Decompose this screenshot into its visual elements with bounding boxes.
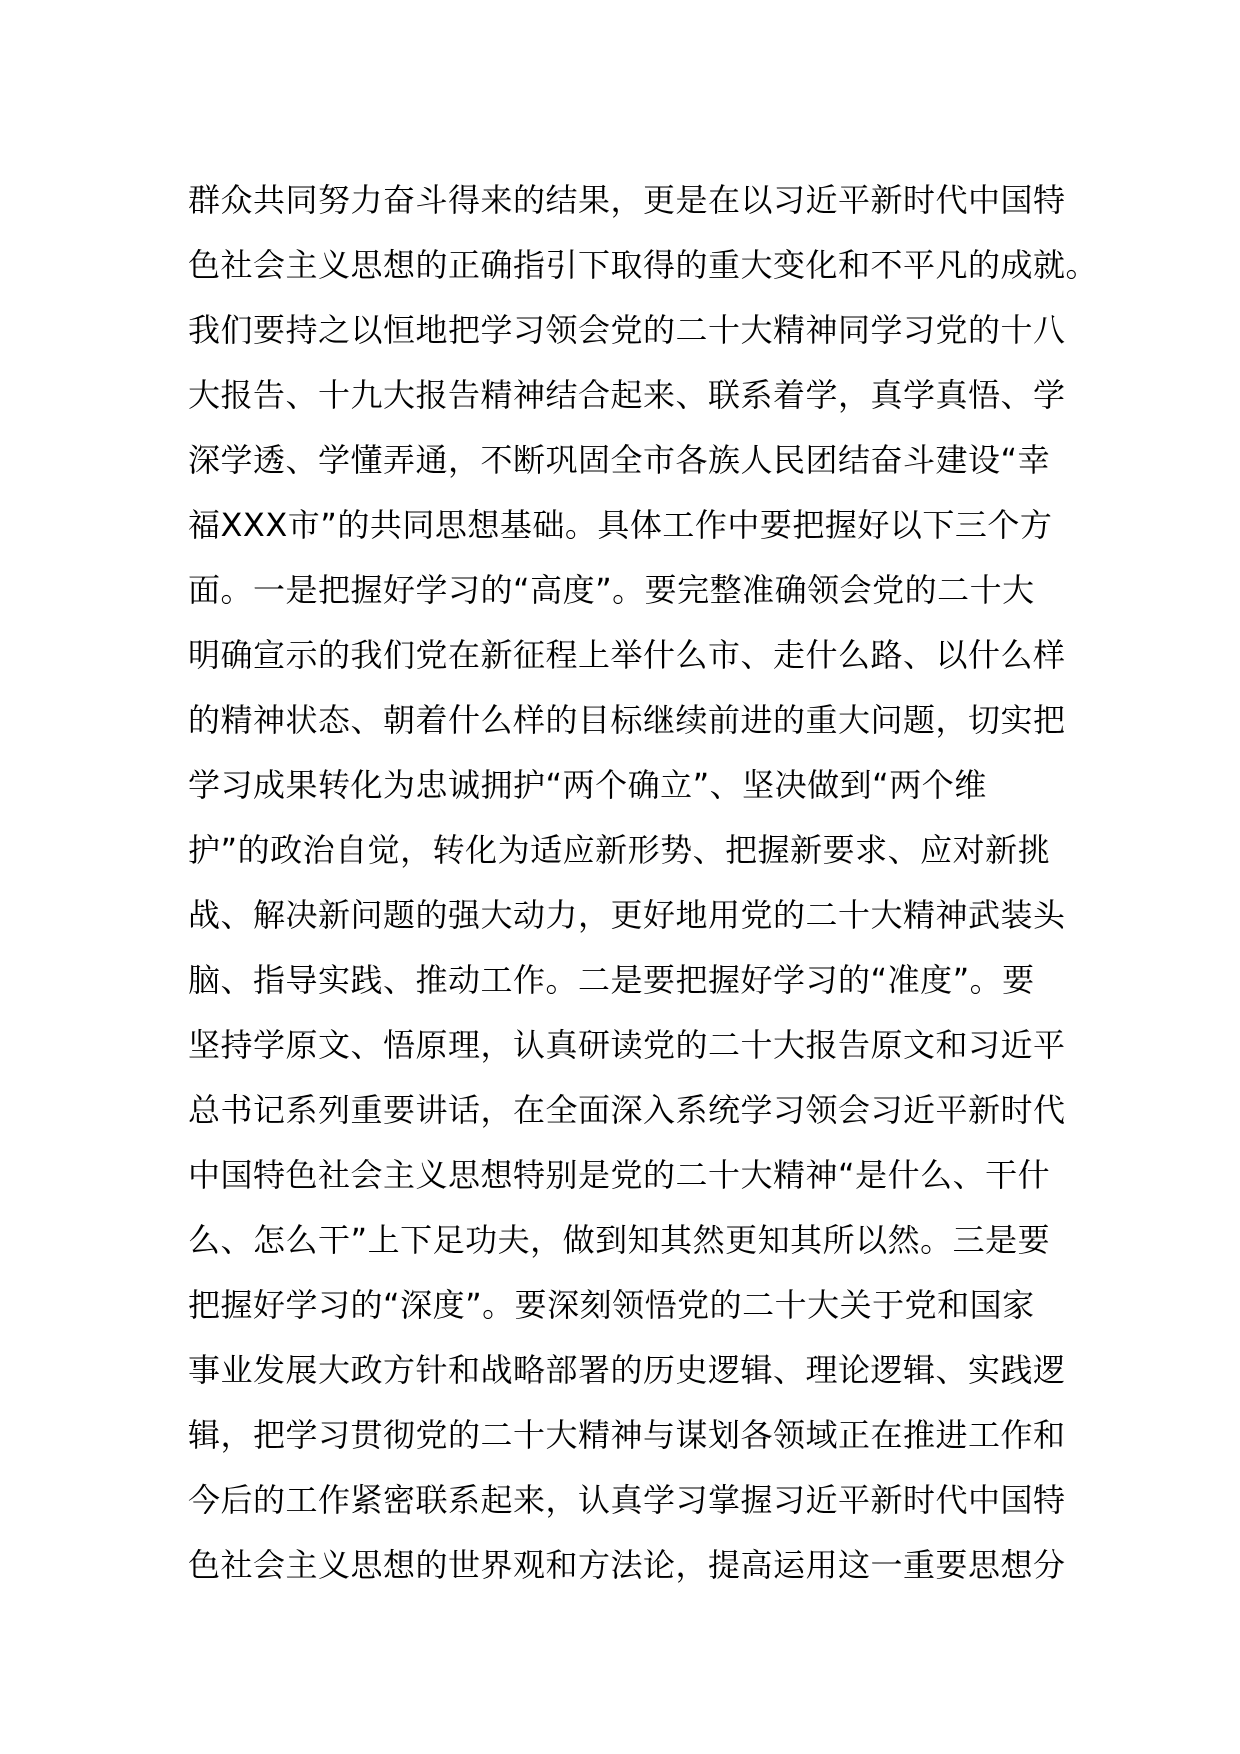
text-line: 今后的工作紧密联系起来，认真学习掌握习近平新时代中国特 [188,1481,1066,1519]
text-line: 学习成果转化为忠诚拥护“两个确立”、坚决做到“两个维 [188,766,987,804]
text-line: 护”的政治自觉，转化为适应新形势、把握新要求、应对新挑 [188,831,1051,869]
body-paragraph [188,168,1099,1598]
text-line: 面。一是把握好学习的“高度”。要完整准确领会党的二十大 [188,571,1035,609]
text-line: 深学透、学懂弄通，不断巩固全市各族人民团结奋斗建设“幸 [188,441,1051,479]
text-line: 总书记系列重要讲话，在全面深入系统学习领会习近平新时代 [188,1091,1066,1129]
text-line: 色社会主义思想的世界观和方法论，提高运用这一重要思想分 [188,1546,1066,1584]
text-line: 事业发展大政方针和战略部署的历史逻辑、理论逻辑、实践逻 [188,1351,1066,1389]
text-line: 色社会主义思想的正确指引下取得的重大变化和不平凡的成就。 [188,246,1099,284]
text-line: 么、怎么干”上下足功夫，做到知其然更知其所以然。三是要 [188,1221,1051,1259]
text-line: 大报告、十九大报告精神结合起来、联系着学，真学真悟、学 [188,376,1066,414]
text-line: 我们要持之以恒地把学习领会党的二十大精神同学习党的十八 [188,311,1066,349]
text-line: 坚持学原文、悟原理，认真研读党的二十大报告原文和习近平 [188,1026,1066,1064]
text-line: 福XXX市”的共同思想基础。具体工作中要把握好以下三个方 [188,506,1053,544]
text-line: 辑，把学习贯彻党的二十大精神与谋划各领域正在推进工作和 [188,1416,1066,1454]
text-line: 群众共同努力奋斗得来的结果，更是在以习近平新时代中国特 [188,181,1066,219]
text-line: 明确宣示的我们党在新征程上举什么市、走什么路、以什么样 [188,636,1066,674]
text-line: 把握好学习的“深度”。要深刻领悟党的二十大关于党和国家 [188,1286,1035,1324]
text-line: 战、解决新问题的强大动力，更好地用党的二十大精神武装头 [188,896,1066,934]
text-line: 中国特色社会主义思想特别是党的二十大精神“是什么、干什 [188,1156,1051,1194]
text-line: 的精神状态、朝着什么样的目标继续前进的重大问题，切实把 [188,701,1066,739]
text-line: 脑、指导实践、推动工作。二是要把握好学习的“准度”。要 [188,961,1035,999]
